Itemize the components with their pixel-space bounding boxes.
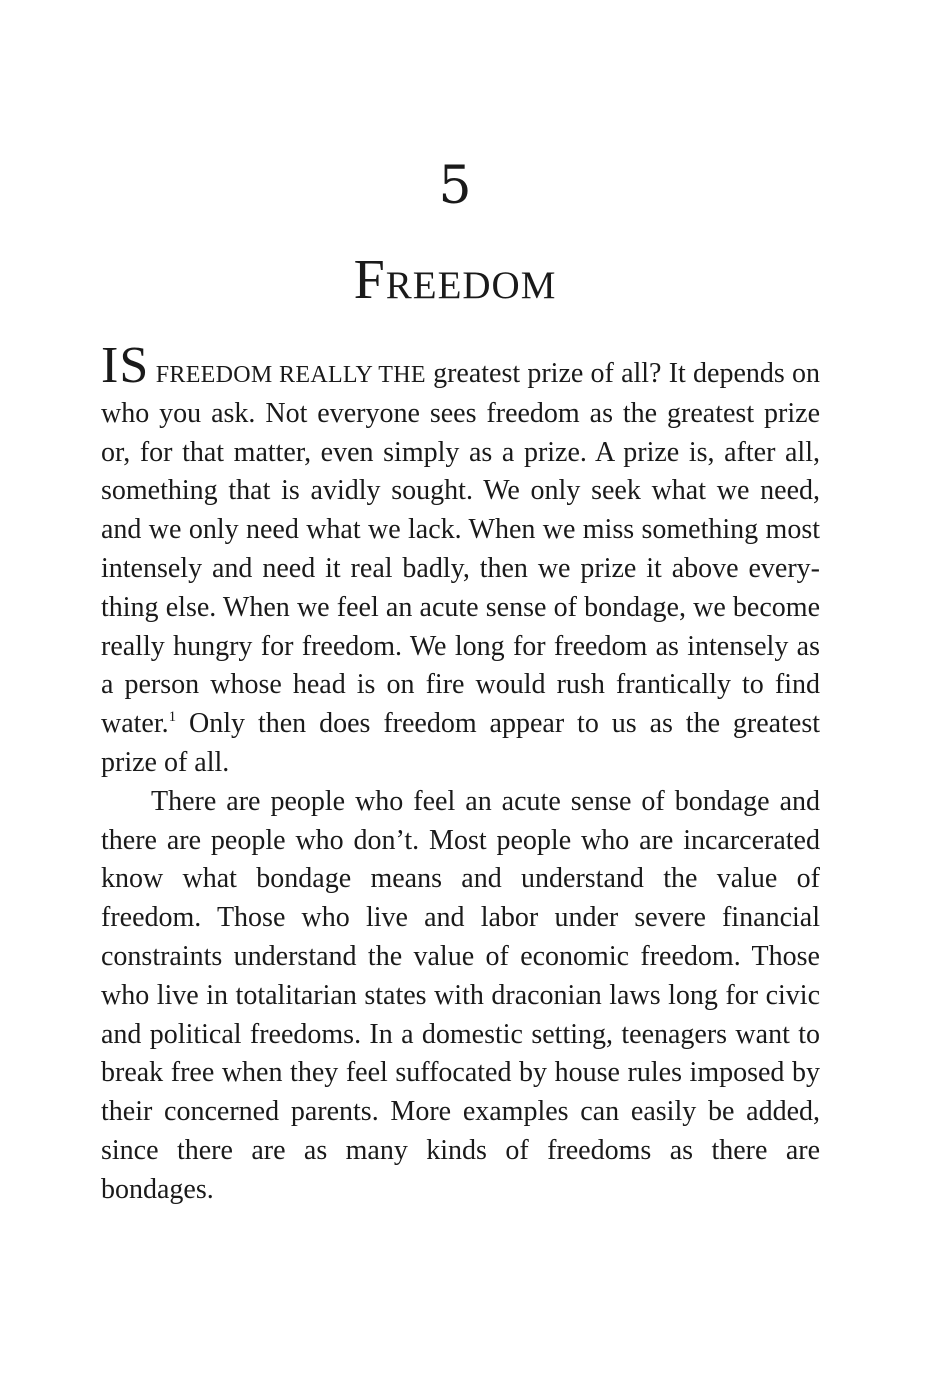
chapter-title: Freedom: [353, 249, 557, 311]
body-paragraph-1: [101, 337, 820, 783]
paragraph-1-text-continued: Only then does freedom appear to us as the greatest prize of all.: [101, 708, 820, 778]
drop-cap: IS: [101, 337, 150, 394]
paragraph-1-text: greatest prize of all? It depends on who you ask. Not everyone sees freedom as the greatest prize or, for that matter, even simply as a prize. A prize is, after all, something that is avidly sought. We only seek what we need, and we only need what we lack. When we miss something most intensely and need it real badly, then we prize it above everything else. When we feel an acute sense of bondage, we become really hungry for freedom. We long for freedom as intensely as a person whose head is on fire would rush frantically to find water.: [101, 358, 820, 740]
chapter-body: [101, 337, 820, 1210]
footnote-reference[interactable]: 1: [168, 709, 177, 726]
chapter-number: 5: [438, 156, 472, 216]
lead-in-caps: FREEDOM REALLY THE: [149, 362, 426, 388]
body-paragraph-2: There are people who feel an acute sense of bondage and there are people who don’t. Most people who are incarcerated know what bondage means and understand the value of freedom. Those who live and labor under severe financial constraints understand the value of economic freedom. Those who live in totalitarian states with draconian laws long for civic and political freedoms. In a domestic setting, teenagers want to break free when they feel suffocated by house rules imposed by their concerned parents. More examples can easily be added, since there are as many kinds of freedoms as there are bondages.: [101, 785, 820, 1205]
